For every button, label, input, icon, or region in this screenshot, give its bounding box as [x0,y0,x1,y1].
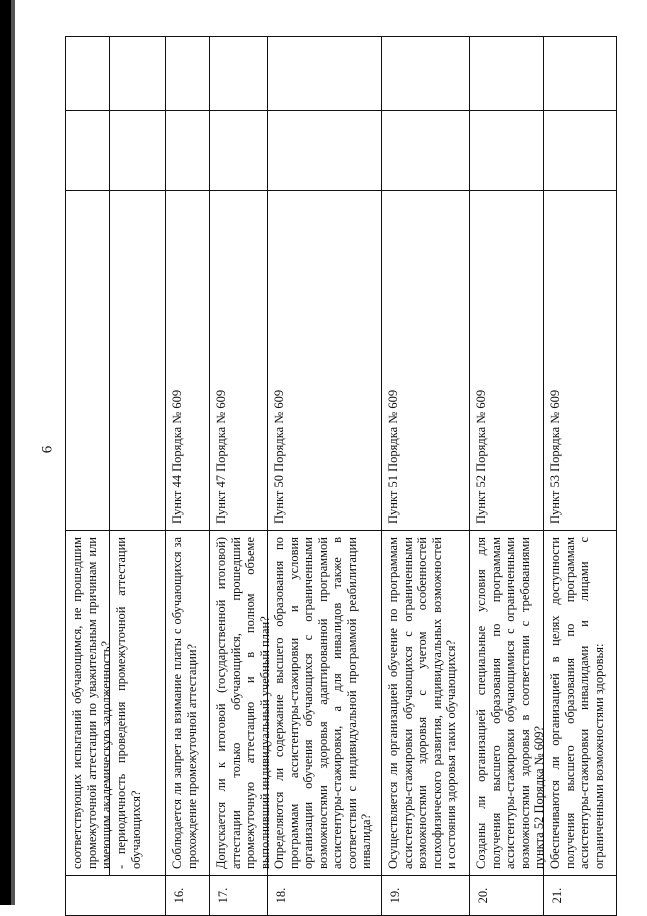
question-text: соответствующих испытаний обучающимся, не прошедшим промежуточной аттестации по уважительным причинам или имеющим академическую задолженность? [70,537,113,869]
table-row [381,36,469,916]
question-text: Осуществляется ли организацией обучение по программам ассистентуры-стажировки обучающихся с ограниченными возможностями здоровья с учетом особенностей психофизического развития, индивидуальных возможностей и состояния здоровья таких обучающихся? [382,531,469,876]
row-number: 16. [166,876,209,916]
reference-cell: Пункт 44 Порядка № 609 [166,191,209,531]
checklist-table [65,36,647,916]
empty-cell [544,111,616,191]
table-row [543,36,617,916]
table-row [267,36,381,916]
table-row [165,36,209,916]
table-row [469,36,546,916]
empty-cell [210,111,267,191]
question-text: Обеспечиваются ли организацией в целях доступности получения высшего образования по программам ассистентуры-стажировки инвалидами и лицами с ограниченными возможностями здоровья: [544,531,616,876]
question-cell [66,531,165,876]
reference-cell: Пункт 51 Порядка № 609 [382,191,469,531]
reference-cell: Пункт 53 Порядка № 609 [544,191,616,531]
table-row [209,36,272,916]
empty-cell [268,36,381,111]
table-wrapper [65,36,647,916]
row-number: 21. [544,876,616,916]
row-number: 18. [268,876,381,916]
reference-cell [66,191,165,531]
empty-cell [544,36,616,111]
row-number: 19. [382,876,469,916]
empty-cell [166,36,209,111]
empty-cell [66,36,165,111]
empty-cell [268,111,381,191]
question-text: Созданы ли организацией специальные условия для получения высшего образования по программам ассистентуры-стажировки обучающимися с ограниченными возможностями здоровья в соответствии с требованиями пункта 52 Порядка № 609? [470,531,543,876]
row-number [66,876,165,916]
reference-cell: Пункт 52 Порядка № 609 [470,191,543,531]
question-subtext: - периодичность проведения промежуточной аттестации обучающихся? [114,537,143,869]
row-number: 20. [470,876,543,916]
question-text: Допускается ли к итоговой (государственной итоговой) аттестации только обучающийся, прошедший промежуточную аттестацию и в полном объеме выполнивший индивидуальный учебный план? [210,531,267,876]
empty-cell [66,111,165,191]
scan-edge [0,0,11,905]
scan-edge-shadow [11,0,15,905]
empty-cell [470,36,543,111]
empty-cell [382,111,469,191]
empty-cell [470,111,543,191]
empty-cell [210,36,267,111]
question-text: Определяются ли содержание высшего образования по программам ассистентуры-стажировки и условия организации обучения обучающихся с ограниченными возможностями здоровья адаптированной программой ассистентуры-стажировки, а для инвалидов также в соответствии с индивидуальной программой реабилитации инвалида? [268,531,381,876]
question-text: Соблюдается ли запрет на взимание платы с обучающихся за прохождение промежуточной аттестации? [166,531,209,876]
table-row [65,36,165,916]
row-number: 17. [210,876,267,916]
row-divider [109,36,110,876]
reference-cell: Пункт 50 Порядка № 609 [268,191,381,531]
empty-cell [382,36,469,111]
page-number: 6 [39,445,56,454]
empty-cell [166,111,209,191]
reference-cell: Пункт 47 Порядка № 609 [210,191,267,531]
